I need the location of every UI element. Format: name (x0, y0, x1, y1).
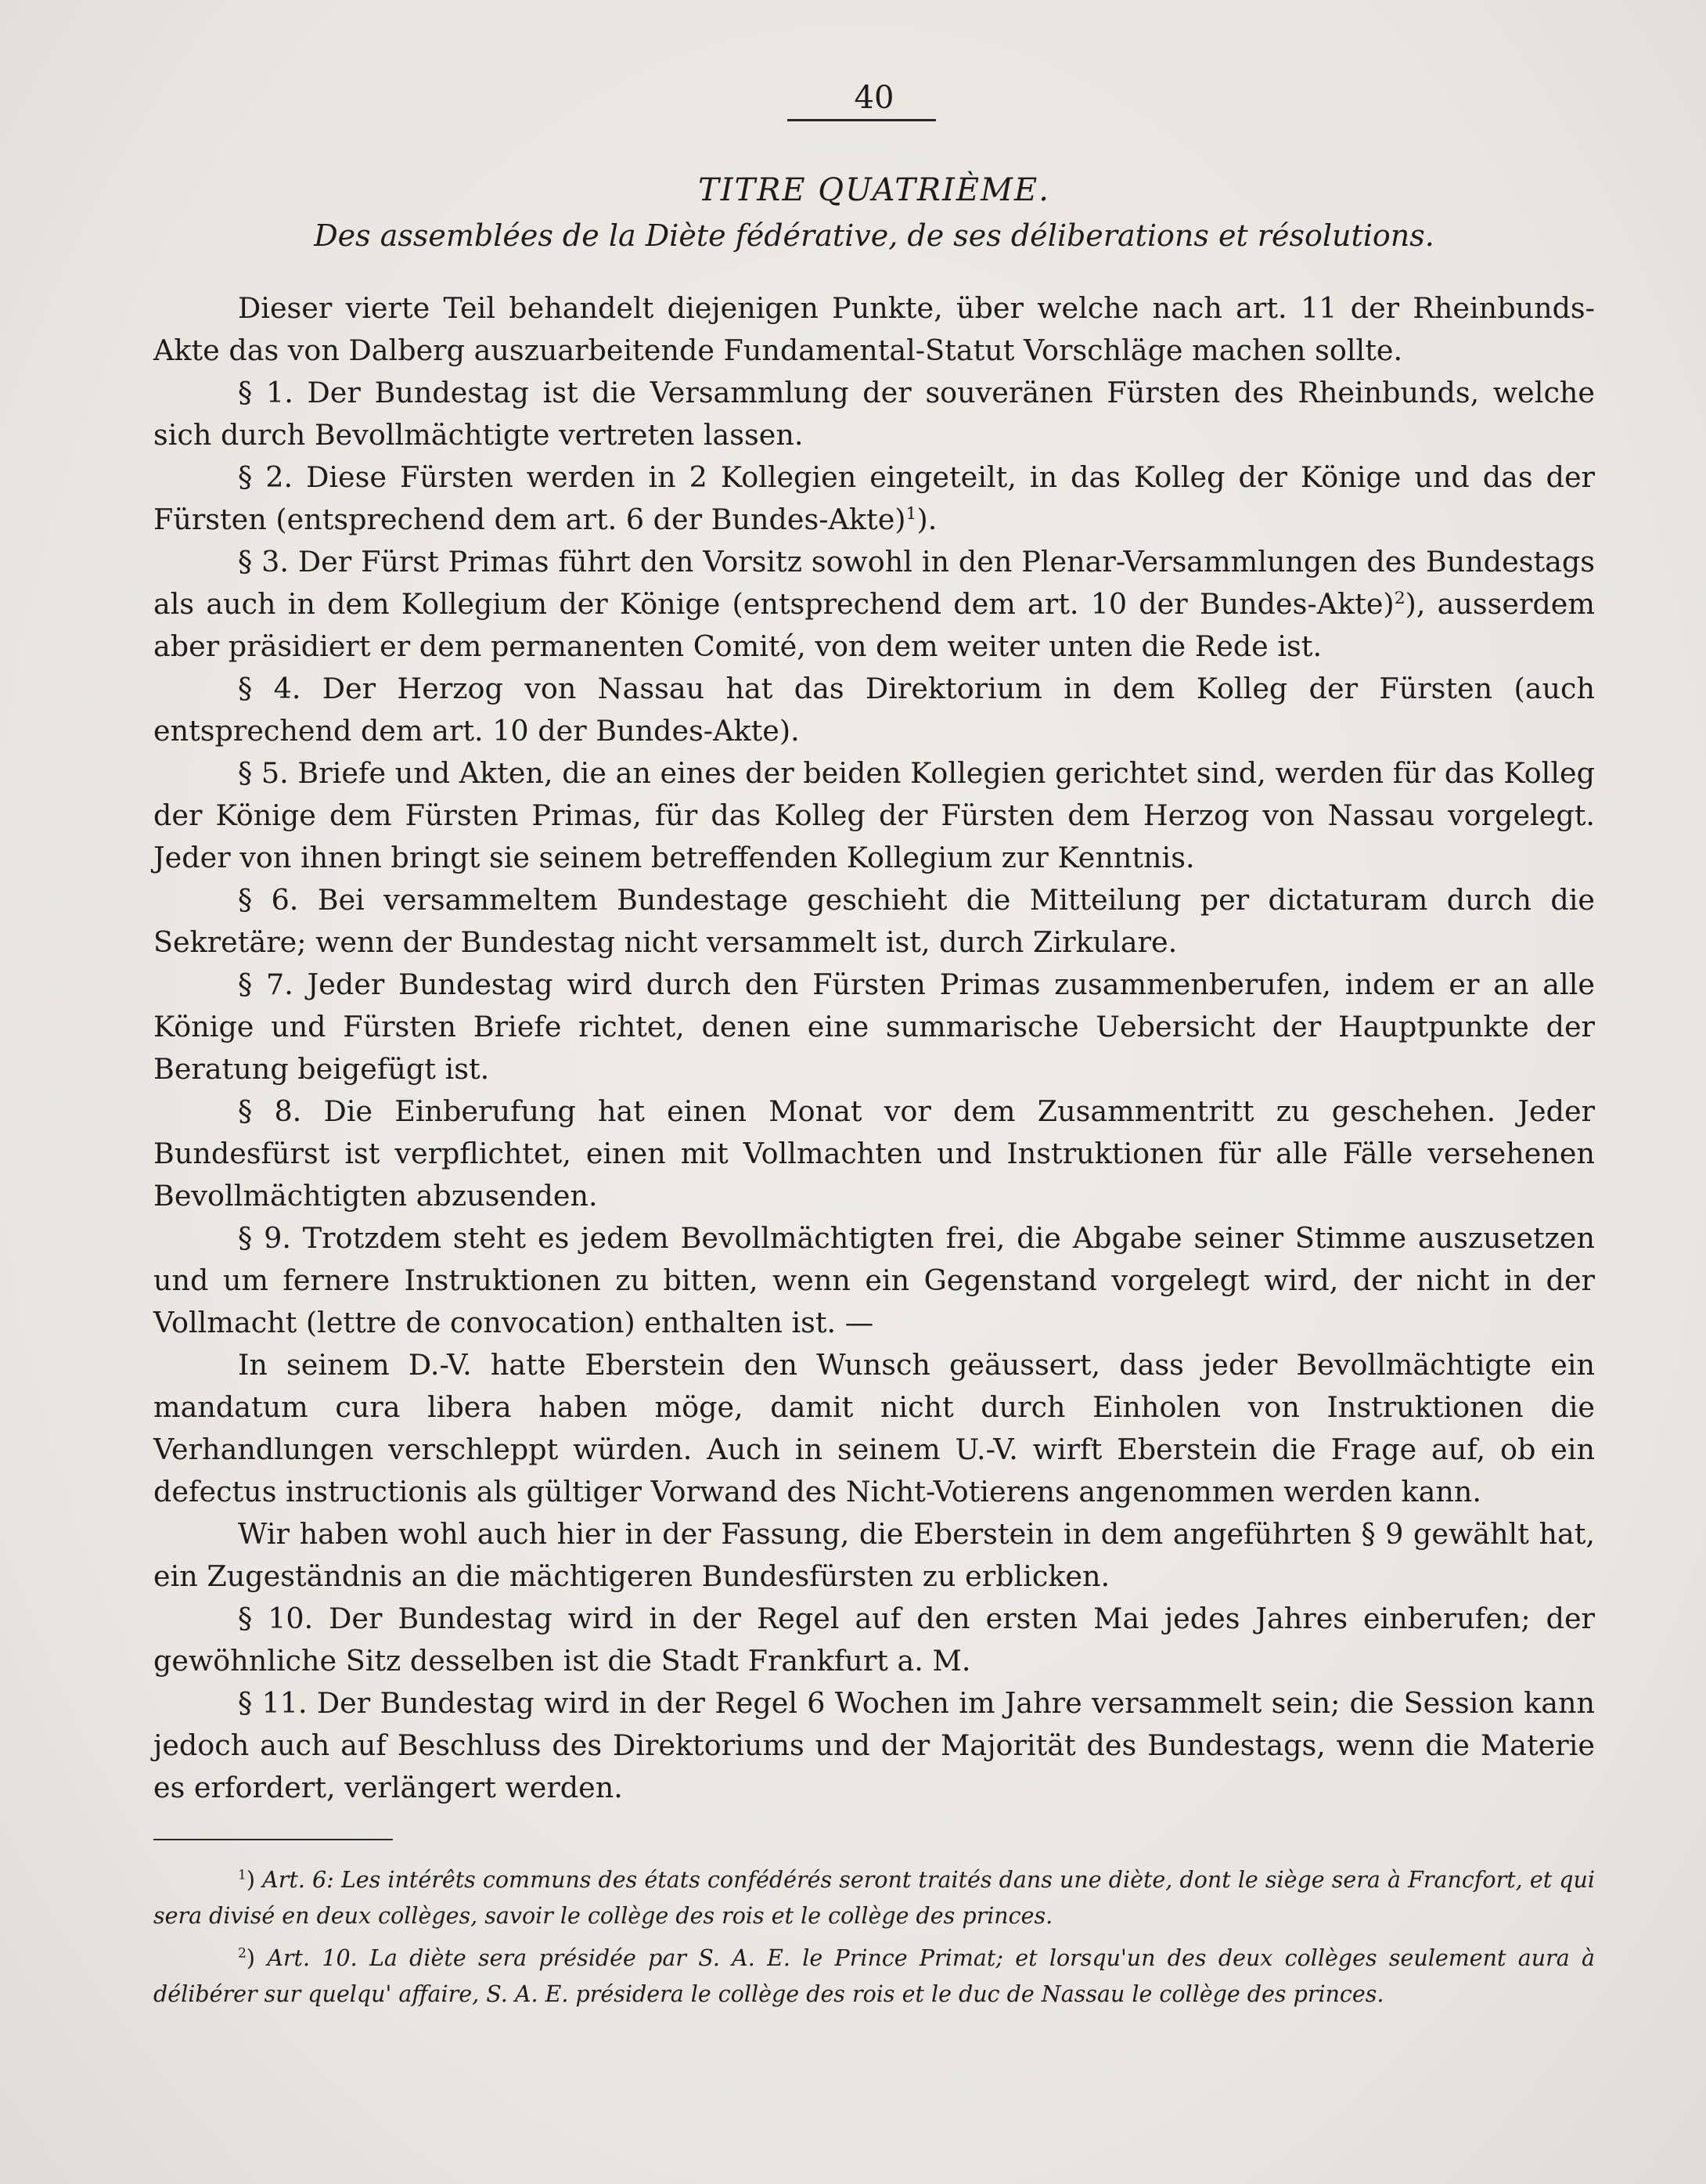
footnote-ref: 2 (1394, 588, 1405, 608)
paragraph: § 3. Der Fürst Primas führt den Vorsitz sowohl in den Plenar-Versammlungen des Bundestags als auch in dem Kollegium der Könige (entsprechend dem art. 10 der Bundes-Akte)$^2$), ausserdem aber präsidiert er dem permanenten Comité, von dem weiter unten die Rede ist. (153, 545, 1595, 663)
paragraph: Dieser vierte Teil behandelt diejenigen Punkte, über welche nach art. 11 der Rheinbunds-Akte das von Dalberg auszuarbeitende Fundamental-Statut Vorschläge machen sollte. (153, 291, 1595, 367)
footnote-mark: 2 (238, 1945, 247, 1962)
paragraph: § 9. Trotzdem steht es jedem Bevollmächtigten frei, die Abgabe seiner Stimme auszusetzen und um fernere Instruktionen zu bitten, wenn ein Gegenstand vorgelegt wird, der nicht in der Vollmacht (lettre de convocation) enthalten ist. — (153, 1221, 1595, 1339)
paragraph: § 5. Briefe und Akten, die an eines der beiden Kollegien gerichtet sind, werden für das Kolleg der Könige dem Fürsten Primas, für das Kolleg der Fürsten dem Herzog von Nassau vorgelegt. Jeder von ihnen bringt sie seinem betreffenden Kollegium zur Kenntnis. (153, 756, 1595, 874)
paragraph: § 6. Bei versammeltem Bundestage geschieht die Mitteilung per dictaturam durch die Sekretäre; wenn der Bundestag nicht versammelt ist, durch Zirkulare. (153, 883, 1595, 959)
paragraph: § 10. Der Bundestag wird in der Regel auf den ersten Mai jedes Jahres einberufen; der gewöhnliche Sitz desselben ist die Stadt Frankfurt a. M. (153, 1602, 1595, 1678)
paragraph: § 11. Der Bundestag wird in der Regel 6 Wochen im Jahre versammelt sein; die Session kann jedoch auch auf Beschluss des Direktoriums und der Majorität des Bundestags, wenn die Materie es erfordert, verlängert werden. (153, 1686, 1595, 1804)
footnote: $^1$) Art. 6: Les intérêts communs des états confédérés seront traités dans une diète, dont le siège sera à Francfort, et qui sera divisé en deux collèges, savoir le collège des rois et le collège des princes. (153, 1867, 1596, 1929)
footnotes (153, 1862, 1595, 2013)
paragraph: In seinem D.-V. hatte Eberstein den Wunsch geäussert, dass jeder Bevollmächtigte ein mandatum cura libera haben möge, damit nicht durch Einholen von Instruktionen die Verhandlungen verschleppt würden. Auch in seinem U.-V. wirft Eberstein die Frage auf, ob ein defectus instructionis als gültiger Vorwand des Nicht-Votierens angenommen werden kann. (153, 1348, 1595, 1508)
page-content (153, 78, 1595, 2019)
page-number: 40 (854, 80, 894, 116)
page-number-rule (787, 119, 936, 121)
paragraph: § 8. Die Einberufung hat einen Monat vor dem Zusammentritt zu geschehen. Jeder Bundesfürst ist verpflichtet, einen mit Vollmachten und Instruktionen für alle Fälle versehenen Bevollmächtigten abzusenden. (153, 1094, 1595, 1213)
section-subtitle: Des assemblées de la Diète fédérative, de ses déliberations et résolutions. (314, 218, 1434, 253)
footnote-ref: 1 (905, 503, 917, 524)
footnote: $^2$) Art. 10. La diète sera présidée par S. A. E. le Prince Primat; et lorsqu'un des deux collèges seulement aura à délibérer sur quelqu' affaire, S. A. E. présidera le collège des rois et le duc de Nassau le collège des princes. (153, 1945, 1595, 2007)
section-title: TITRE QUATRIÈME. (698, 172, 1050, 208)
footnote-mark: 1 (238, 1867, 247, 1883)
paragraph: § 4. Der Herzog von Nassau hat das Direktorium in dem Kolleg der Fürsten (auch entsprechend dem art. 10 der Bundes-Akte). (153, 672, 1595, 748)
paragraph: § 2. Diese Fürsten werden in 2 Kollegien eingeteilt, in das Kolleg der Könige und das der Fürsten (entsprechend dem art. 6 der Bundes-Akte)$^1$). (153, 460, 1595, 536)
paragraph: Wir haben wohl auch hier in der Fassung, die Eberstein in dem angeführten § 9 gewählt hat, ein Zugeständnis an die mächtigeren Bundesfürsten zu erblicken. (153, 1517, 1595, 1593)
paragraph: § 1. Der Bundestag ist die Versammlung der souveränen Fürsten des Rheinbunds, welche sich durch Bevollmächtigte vertreten lassen. (153, 376, 1595, 452)
paragraph: § 7. Jeder Bundestag wird durch den Fürsten Primas zusammenberufen, indem er an alle Könige und Fürsten Briefe richtet, denen eine summarische Uebersicht der Hauptpunkte der Beratung beigefügt ist. (153, 968, 1595, 1086)
footnote-rule (153, 1839, 393, 1840)
body-text (153, 287, 1595, 1809)
